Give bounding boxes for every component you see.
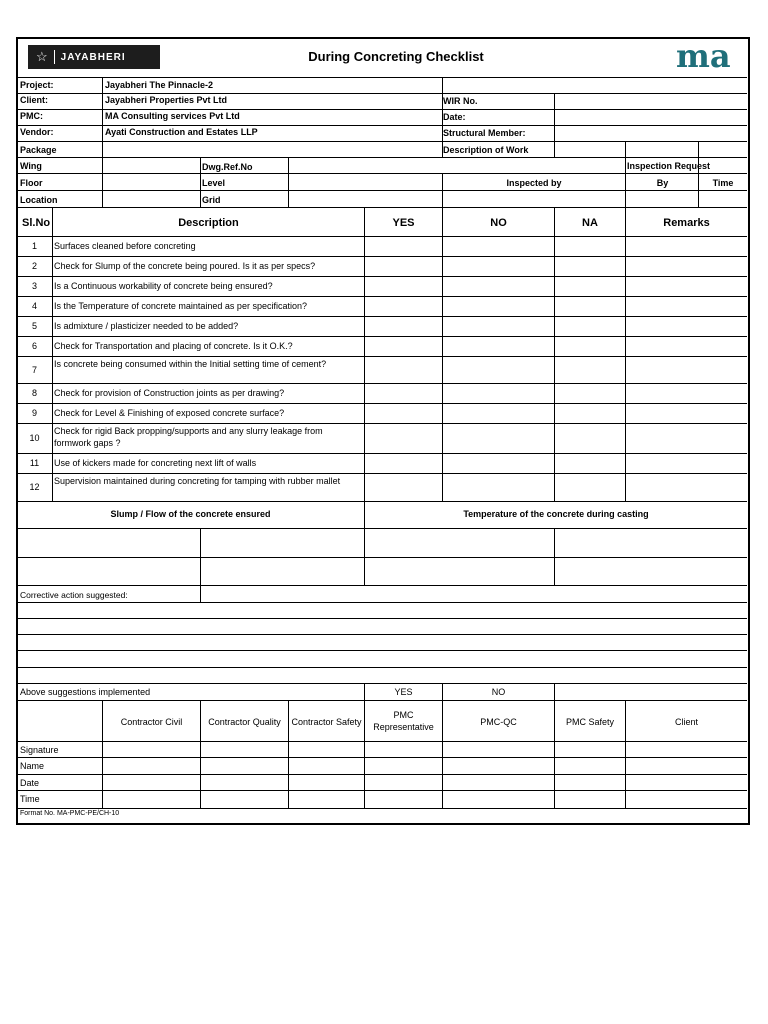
slump-label: Slump / Flow of the concrete ensured: [110, 509, 271, 519]
grid-line-vertical: [102, 77, 103, 207]
grid-line-horizontal: [16, 383, 747, 384]
grid-line-horizontal: [16, 757, 747, 758]
column-header-remarks: Remarks: [663, 217, 710, 229]
checklist-item-description: Check for Level & Finishing of exposed concrete surface?: [54, 408, 285, 418]
grid-line-vertical: [364, 207, 365, 501]
grid-line-vertical: [200, 157, 201, 207]
grid-line-horizontal: [16, 700, 747, 701]
grid-line-horizontal: [16, 667, 747, 668]
checklist-item-number: 5: [31, 321, 37, 331]
signoff-contractor-safety: Contractor Safety: [291, 717, 362, 727]
checklist-item-description: Surfaces cleaned before concreting: [54, 241, 196, 251]
checklist-item-description: Is a Continuous workability of concrete being ensured?: [54, 281, 273, 291]
checklist-item-number: 1: [31, 241, 37, 251]
floor-label: Floor: [20, 178, 43, 188]
signoff-row-time: Time: [20, 794, 40, 804]
grid-line-vertical: [554, 207, 555, 501]
checklist-item-number: 2: [31, 261, 37, 271]
grid-line-horizontal: [16, 157, 747, 158]
grid-line-horizontal: [16, 356, 747, 357]
grid-line-vertical: [288, 157, 289, 207]
checklist-item-number: 11: [29, 458, 40, 468]
structural-member-label: Structural Member:: [443, 128, 526, 138]
grid-line-horizontal: [16, 190, 747, 191]
grid-line-vertical: [364, 700, 365, 808]
client-label: Client:: [20, 95, 48, 105]
level-label: Level: [202, 178, 226, 188]
pmc-label: PMC:: [20, 111, 43, 121]
grid-line-horizontal: [16, 790, 747, 791]
grid-line-horizontal: [16, 316, 747, 317]
description-of-work-label: Description of Work: [443, 145, 529, 155]
wir-label: WIR No.: [443, 96, 478, 106]
grid-line-vertical: [200, 585, 201, 602]
grid-line-horizontal: [16, 501, 747, 502]
grid-line-horizontal: [16, 336, 747, 337]
checklist-item-description: Check for Slump of the concrete being poured. Is it as per specs?: [54, 261, 316, 271]
location-label: Location: [20, 195, 58, 205]
checklist-item-description: Is the Temperature of concrete maintained as per specification?: [54, 301, 307, 311]
signoff-row-name: Name: [20, 761, 45, 771]
checklist-item-description: Supervision maintained during concreting for tamping with rubber mallet: [54, 476, 341, 486]
signoff-client: Client: [674, 717, 698, 727]
signoff-row-date: Date: [20, 778, 40, 788]
grid-line-horizontal: [16, 650, 747, 651]
logo-text: JAYABHERI: [60, 51, 126, 63]
column-header-slno: Sl.No: [22, 217, 51, 229]
wing-label: Wing: [20, 161, 42, 171]
corrective-action-label: Corrective action suggested:: [20, 590, 128, 600]
grid-line-horizontal: [16, 741, 747, 742]
grid-line-horizontal: [16, 256, 747, 257]
grid-line-horizontal: [16, 276, 747, 277]
grid-line-vertical: [442, 207, 443, 501]
logo-divider: [54, 50, 55, 64]
signoff-row-signature: Signature: [20, 745, 59, 755]
grid-line-horizontal: [16, 296, 747, 297]
jayabheri-logo: [28, 45, 160, 69]
format-number: Format No. MA-PMC-PE/CH-10: [20, 810, 120, 817]
checklist-item-number: 8: [31, 388, 37, 398]
grid-line-horizontal: [16, 423, 747, 424]
implemented-no: NO: [491, 687, 506, 697]
grid-line-vertical: [625, 141, 626, 207]
checklist-item-description: Check for rigid Back propping/supports and any slurry leakage from formwork gaps ?: [54, 426, 323, 448]
grid-line-horizontal: [16, 236, 747, 237]
date-label: Date:: [443, 112, 466, 122]
grid-line-horizontal: [16, 557, 747, 558]
grid-line-horizontal: [16, 602, 747, 603]
column-header-no: NO: [490, 217, 507, 229]
grid-line-horizontal: [16, 618, 747, 619]
signoff-pmc-qc: PMC-QC: [480, 717, 517, 727]
grid-line-horizontal: [16, 173, 747, 174]
grid-line-horizontal: [16, 528, 747, 529]
checklist-item-description: Check for provision of Construction joints as per drawing?: [54, 388, 285, 398]
grid-line-horizontal: [16, 77, 747, 78]
grid-line-horizontal: [16, 585, 747, 586]
grid-line-vertical: [554, 528, 555, 585]
column-header-description: Description: [178, 217, 239, 229]
grid-line-vertical: [200, 528, 201, 585]
checklist-item-number: 6: [31, 341, 37, 351]
grid-line-horizontal: [16, 453, 747, 454]
checklist-item-number: 9: [31, 408, 37, 418]
grid-line-horizontal: [16, 808, 747, 809]
project-value: Jayabheri The Pinnacle-2: [105, 80, 214, 90]
grid-line-horizontal: [16, 634, 747, 635]
column-header-yes: YES: [392, 217, 415, 229]
implemented-label: Above suggestions implemented: [20, 687, 151, 697]
checklist-item-number: 4: [31, 301, 37, 311]
grid-line-horizontal: [16, 403, 747, 404]
grid-line-vertical: [554, 93, 555, 157]
grid-line-horizontal: [16, 473, 747, 474]
grid-line-horizontal: [16, 141, 747, 142]
checklist-item-number: 12: [29, 482, 40, 492]
grid-line-horizontal: [16, 683, 747, 684]
inspection-request-label: Inspection Request: [627, 161, 711, 171]
signoff-pmc-representative: PMC Representative: [373, 710, 434, 732]
column-header-na: NA: [582, 217, 598, 229]
signoff-pmc-safety: PMC Safety: [565, 717, 614, 727]
grid-line-vertical: [52, 207, 53, 501]
checklist-sheet: [16, 37, 748, 823]
grid-label: Grid: [202, 195, 221, 205]
project-label: Project:: [20, 80, 54, 90]
checklist-item-description: Is admixture / plasticizer needed to be added?: [54, 321, 239, 331]
dwg-ref-label: Dwg.Ref.No: [202, 162, 253, 172]
signoff-contractor-quality: Contractor Quality: [208, 717, 281, 727]
grid-line-horizontal: [16, 774, 747, 775]
checklist-item-description: Use of kickers made for concreting next lift of walls: [54, 458, 257, 468]
page-title: During Concreting Checklist: [308, 49, 484, 64]
signoff-contractor-civil: Contractor Civil: [120, 717, 183, 727]
package-label: Package: [20, 145, 57, 155]
by-label: By: [656, 178, 669, 188]
inspected-by-label: Inspected by: [506, 178, 562, 188]
time-label: Time: [712, 178, 734, 188]
star-icon: ☆: [36, 49, 48, 64]
implemented-yes: YES: [394, 687, 413, 697]
vendor-value: Ayati Construction and Estates LLP: [105, 127, 258, 137]
checklist-item-description: Check for Transportation and placing of concrete. Is it O.K.?: [54, 341, 293, 351]
vendor-label: Vendor:: [20, 127, 54, 137]
checklist-item-description: Is concrete being consumed within the Initial setting time of cement?: [54, 359, 327, 369]
temperature-label: Temperature of the concrete during casting: [463, 509, 649, 519]
pmc-value: MA Consulting services Pvt Ltd: [105, 111, 240, 121]
client-value: Jayabheri Properties Pvt Ltd: [105, 95, 228, 105]
checklist-item-number: 7: [31, 364, 37, 375]
checklist-item-number: 3: [31, 281, 37, 291]
ma-logo: ma: [676, 37, 731, 75]
grid-line-horizontal: [16, 207, 747, 208]
checklist-item-number: 10: [29, 433, 40, 443]
grid-line-vertical: [625, 207, 626, 501]
grid-line-vertical: [554, 683, 555, 700]
